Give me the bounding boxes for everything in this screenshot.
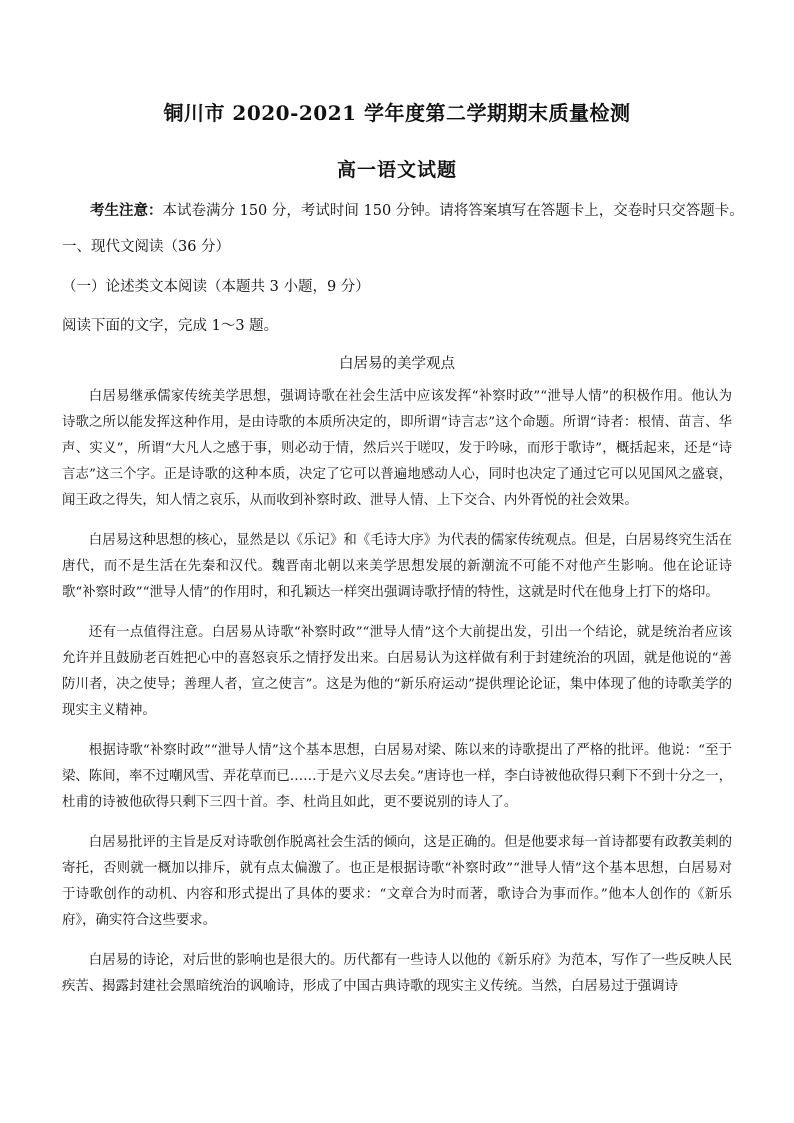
section-heading-sub-one: （一）论述类文本阅读（本题共 3 小题，9 分） bbox=[62, 279, 370, 295]
article-paragraph: 根据诗歌“补察时政”“泄导人情”这个基本思想，白居易对梁、陈以来的诗歌提出了严格的批评。他说：“至于梁、陈间，率不过嘲风雪、弄花草而已……于是六义尽去矣。”唐诗也一样，李白诗被他砍得只剩下不到十分之一，杜甫的诗被他砍得只剩下三四十首。李、杜尚且如此，更不要说别的诗人了。 bbox=[62, 743, 732, 810]
article-paragraph: 白居易的诗论，对后世的影响也是很大的。历代都有一些诗人以他的《新乐府》为范本，写作了一些反映人民疾苦、揭露封建社会黑暗统治的讽喻诗，形成了中国古典诗歌的现实主义传统。当然，白居易过于强调诗 bbox=[62, 953, 732, 994]
reading-instruction: 阅读下面的文字，完成 1～3 题。 bbox=[62, 318, 279, 334]
exam-subtitle: 高一语文试题 bbox=[336, 159, 457, 181]
article-body bbox=[62, 384, 732, 1014]
notice-label: 考生注意： bbox=[90, 202, 163, 219]
exam-notice bbox=[90, 200, 754, 222]
article-paragraph: 白居易继承儒家传统美学思想，强调诗歌在社会生活中应该发挥“补察时政”“泄导人情”的积极作用。他认为诗歌之所以能发挥这种作用，是由诗歌的本质所决定的，即所谓“诗言志”这个命题。所谓“诗者：根情、苗言、华声、实义”，所谓“大凡人之感于事，则必动于情，然后兴于嗟叹，发于吟咏，而形于歌诗”，概括起来，还是“诗言志”这三个字。正是诗歌的这种本质，决定了它可以普遍地感动人心，同时也决定了通过它可以见国风之盛衰，闻王政之得失，知人情之哀乐，从而收到补察时政、泄导人情、上下交合、内外胥悦的社会效果。 bbox=[62, 389, 732, 508]
notice-text: 本试卷满分 150 分，考试时间 150 分钟。请将答案填写在答题卡上，交卷时只交答题卡。 bbox=[162, 203, 744, 219]
article-paragraph: 白居易批评的主旨是反对诗歌创作脱离社会生活的倾向，这是正确的。但是他要求每一首诗都要有政教美刺的寄托，否则就一概加以排斥，就有点太偏激了。也正是根据诗歌“补察时政”“泄导人情”这个基本思想，白居易对于诗歌创作的动机、内容和形式提出了具体的要求：“文章合为时而著，歌诗合为事而作。”他本人创作的《新乐府》，确实符合这些要求。 bbox=[62, 835, 732, 928]
section-heading-part-one: 一、现代文阅读（36 分） bbox=[62, 239, 231, 255]
exam-title: 铜川市 2020-2021 学年度第二学期期末质量检测 bbox=[163, 101, 631, 125]
article-paragraph: 白居易这种思想的核心，显然是以《乐记》和《毛诗大序》为代表的儒家传统观点。但是，白居易终究生活在唐代，而不是生活在先秦和汉代。魏晋南北朝以来美学思想发展的新潮流不可能不对他产生影响。他在论证诗歌“补察时政”“泄导人情”的作用时，和孔颖达一样突出强调诗歌抒情的特性，这就是时代在他身上打下的烙印。 bbox=[62, 533, 732, 600]
article-title: 白居易的美学观点 bbox=[339, 356, 455, 372]
article-paragraph: 还有一点值得注意。白居易从诗歌“补察时政”“泄导人情”这个大前提出发，引出一个结论，就是统治者应该允许并且鼓励老百姓把心中的喜怒哀乐之情抒发出来。白居易认为这样做有利于封建统治的巩固，就是他说的“善防川者，决之使导；善理人者，宣之使言”。这是为他的“新乐府运动”提供理论论证，集中体现了他的诗歌美学的现实主义精神。 bbox=[62, 625, 732, 718]
